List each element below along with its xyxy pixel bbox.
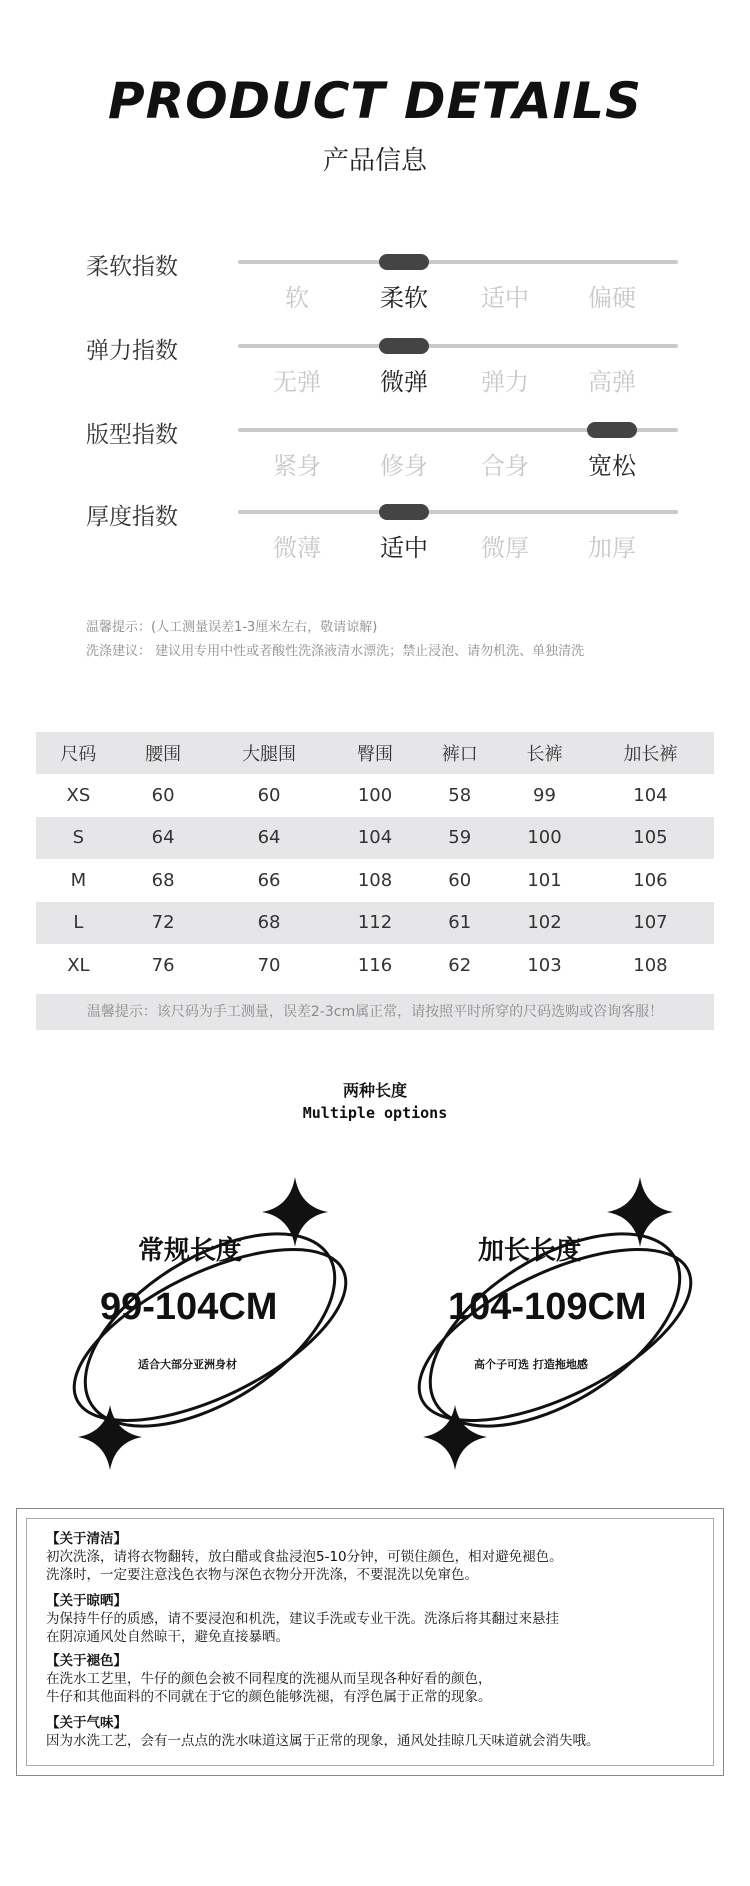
table-cell: 104 <box>357 827 393 849</box>
index-track <box>238 510 678 514</box>
table-cell: S <box>72 827 85 849</box>
table-cell: 112 <box>357 912 393 934</box>
index-option: 软 <box>285 284 309 312</box>
index-slider-knob <box>587 422 637 438</box>
table-row <box>36 944 714 986</box>
page-title: PRODUCT DETAILS <box>107 72 643 130</box>
index-track <box>238 260 678 264</box>
care-heading: 【关于晾晒】 <box>46 1593 127 1609</box>
table-cell: XL <box>67 954 90 976</box>
col-header: 加长裤 <box>623 744 678 766</box>
index-option: 弹力 <box>481 368 529 396</box>
care-line: 在阴凉通风处自然晾干，避免直接暴晒。 <box>46 1629 289 1645</box>
table-cell: 116 <box>357 954 393 976</box>
col-header: 长裤 <box>526 744 563 766</box>
index-label: 厚度指数 <box>86 504 178 530</box>
table-cell: 106 <box>633 869 668 891</box>
index-label: 版型指数 <box>86 422 178 448</box>
table-cell: 60 <box>151 785 175 807</box>
regular-length-desc: 适合大部分亚洲身材 <box>138 1358 237 1371</box>
index-option: 加厚 <box>588 534 636 562</box>
regular-length-range: 99-104CM <box>100 1286 278 1328</box>
table-cell: 103 <box>527 954 562 976</box>
star-icon <box>262 1177 328 1247</box>
index-option: 偏硬 <box>588 284 636 312</box>
size-tip: 温馨提示：该尺码为手工测量，误差2-3cm属正常，请按照平时所穿的尺码选购或咨询客服！ <box>36 994 714 1030</box>
index-label: 弹力指数 <box>86 338 178 364</box>
table-cell: L <box>73 912 84 934</box>
table-cell: 62 <box>448 954 472 976</box>
col-header: 臀围 <box>357 744 393 766</box>
table-cell: 68 <box>257 912 281 934</box>
extended-length-desc: 高个子可选 打造拖地感 <box>474 1358 588 1371</box>
table-row <box>36 817 714 859</box>
care-line: 洗涤时，一定要注意浅色衣物与深色衣物分开洗涤，不要混洗以免窜色。 <box>46 1567 478 1583</box>
table-cell: 66 <box>257 869 281 891</box>
table-cell: 64 <box>151 827 175 849</box>
col-header: 腰围 <box>145 744 182 766</box>
table-cell: 60 <box>448 869 472 891</box>
care-heading: 【关于气味】 <box>46 1715 127 1731</box>
care-line: 在洗水工艺里，牛仔的颜色会被不同程度的洗褪从而呈现各种好看的颜色， <box>46 1671 492 1687</box>
index-label: 柔软指数 <box>86 254 178 280</box>
table-row <box>36 774 714 816</box>
col-header: 裤口 <box>441 744 478 766</box>
table-cell: 107 <box>633 912 668 934</box>
col-header: 大腿围 <box>242 744 297 766</box>
col-header: 尺码 <box>60 744 97 766</box>
table-cell: XS <box>66 785 91 807</box>
table-cell: 72 <box>151 912 175 934</box>
table-header-row <box>36 732 714 774</box>
table-cell: 59 <box>448 827 472 849</box>
extended-length-name: 加长长度 <box>478 1236 583 1266</box>
table-cell: 61 <box>448 912 472 934</box>
table-cell: 60 <box>257 785 281 807</box>
index-option: 适中 <box>380 534 428 562</box>
extended-length-range: 104-109CM <box>448 1286 647 1328</box>
table-cell: 64 <box>257 827 281 849</box>
index-slider-knob <box>379 504 429 520</box>
page-subtitle: 产品信息 <box>322 146 427 176</box>
table-cell: 104 <box>633 785 668 807</box>
index-slider-knob <box>379 254 429 270</box>
care-line: 牛仔和其他面料的不同就在于它的颜色能够洗褪，有浮色属于正常的现象。 <box>46 1689 492 1705</box>
care-line: 为保持牛仔的质感，请不要浸泡和机洗，建议手洗或专业干洗。洗涤后将其翻过来悬挂 <box>46 1611 559 1627</box>
table-cell: 76 <box>151 954 175 976</box>
care-heading: 【关于清洁】 <box>46 1531 127 1547</box>
regular-length-name: 常规长度 <box>138 1236 243 1266</box>
star-icon <box>423 1405 487 1470</box>
table-cell: 100 <box>357 785 393 807</box>
index-option: 无弹 <box>273 368 321 396</box>
index-option: 适中 <box>481 284 529 312</box>
index-option: 柔软 <box>380 284 428 312</box>
table-cell: 100 <box>527 827 562 849</box>
index-option: 紧身 <box>273 452 321 480</box>
index-option: 微厚 <box>481 534 529 562</box>
table-row <box>36 859 714 901</box>
size-table <box>36 732 714 986</box>
care-heading: 【关于褪色】 <box>46 1653 127 1669</box>
lengths-subtitle: Multiple options <box>302 1104 448 1122</box>
index-option: 合身 <box>481 452 529 480</box>
table-cell: 68 <box>151 869 175 891</box>
table-cell: 99 <box>533 785 556 807</box>
table-cell: 108 <box>633 954 668 976</box>
index-option: 宽松 <box>588 452 636 480</box>
table-cell: 70 <box>257 954 281 976</box>
care-line: 因为水洗工艺，会有一点点的洗水味道这属于正常的现象，通风处挂晾几天味道就会消失哦。 <box>46 1733 600 1749</box>
table-row <box>36 902 714 944</box>
index-slider-knob <box>379 338 429 354</box>
index-option: 高弹 <box>588 368 636 396</box>
index-option: 微薄 <box>273 534 321 562</box>
star-icon <box>78 1405 142 1470</box>
index-track <box>238 344 678 348</box>
wash-advice: 洗涤建议： 建议用专用中性或者酸性洗涤液清水漂洗；禁止浸泡、请勿机洗、单独清洗 <box>86 644 585 659</box>
table-cell: M <box>70 869 87 891</box>
table-cell: 101 <box>527 869 562 891</box>
table-cell: 105 <box>633 827 668 849</box>
table-cell: 102 <box>527 912 562 934</box>
index-option: 修身 <box>380 452 428 480</box>
care-line: 初次洗涤，请将衣物翻转，放白醋或食盐浸泡5-10分钟，可锁住颜色，相对避免褪色。 <box>46 1549 563 1565</box>
index-option: 微弹 <box>380 368 428 396</box>
lengths-title: 两种长度 <box>342 1081 407 1100</box>
table-cell: 108 <box>357 869 393 891</box>
star-icon <box>607 1177 673 1247</box>
measure-tip: 温馨提示：(人工测量误差1-3厘米左右，敬请谅解) <box>86 620 378 635</box>
table-cell: 58 <box>448 785 472 807</box>
